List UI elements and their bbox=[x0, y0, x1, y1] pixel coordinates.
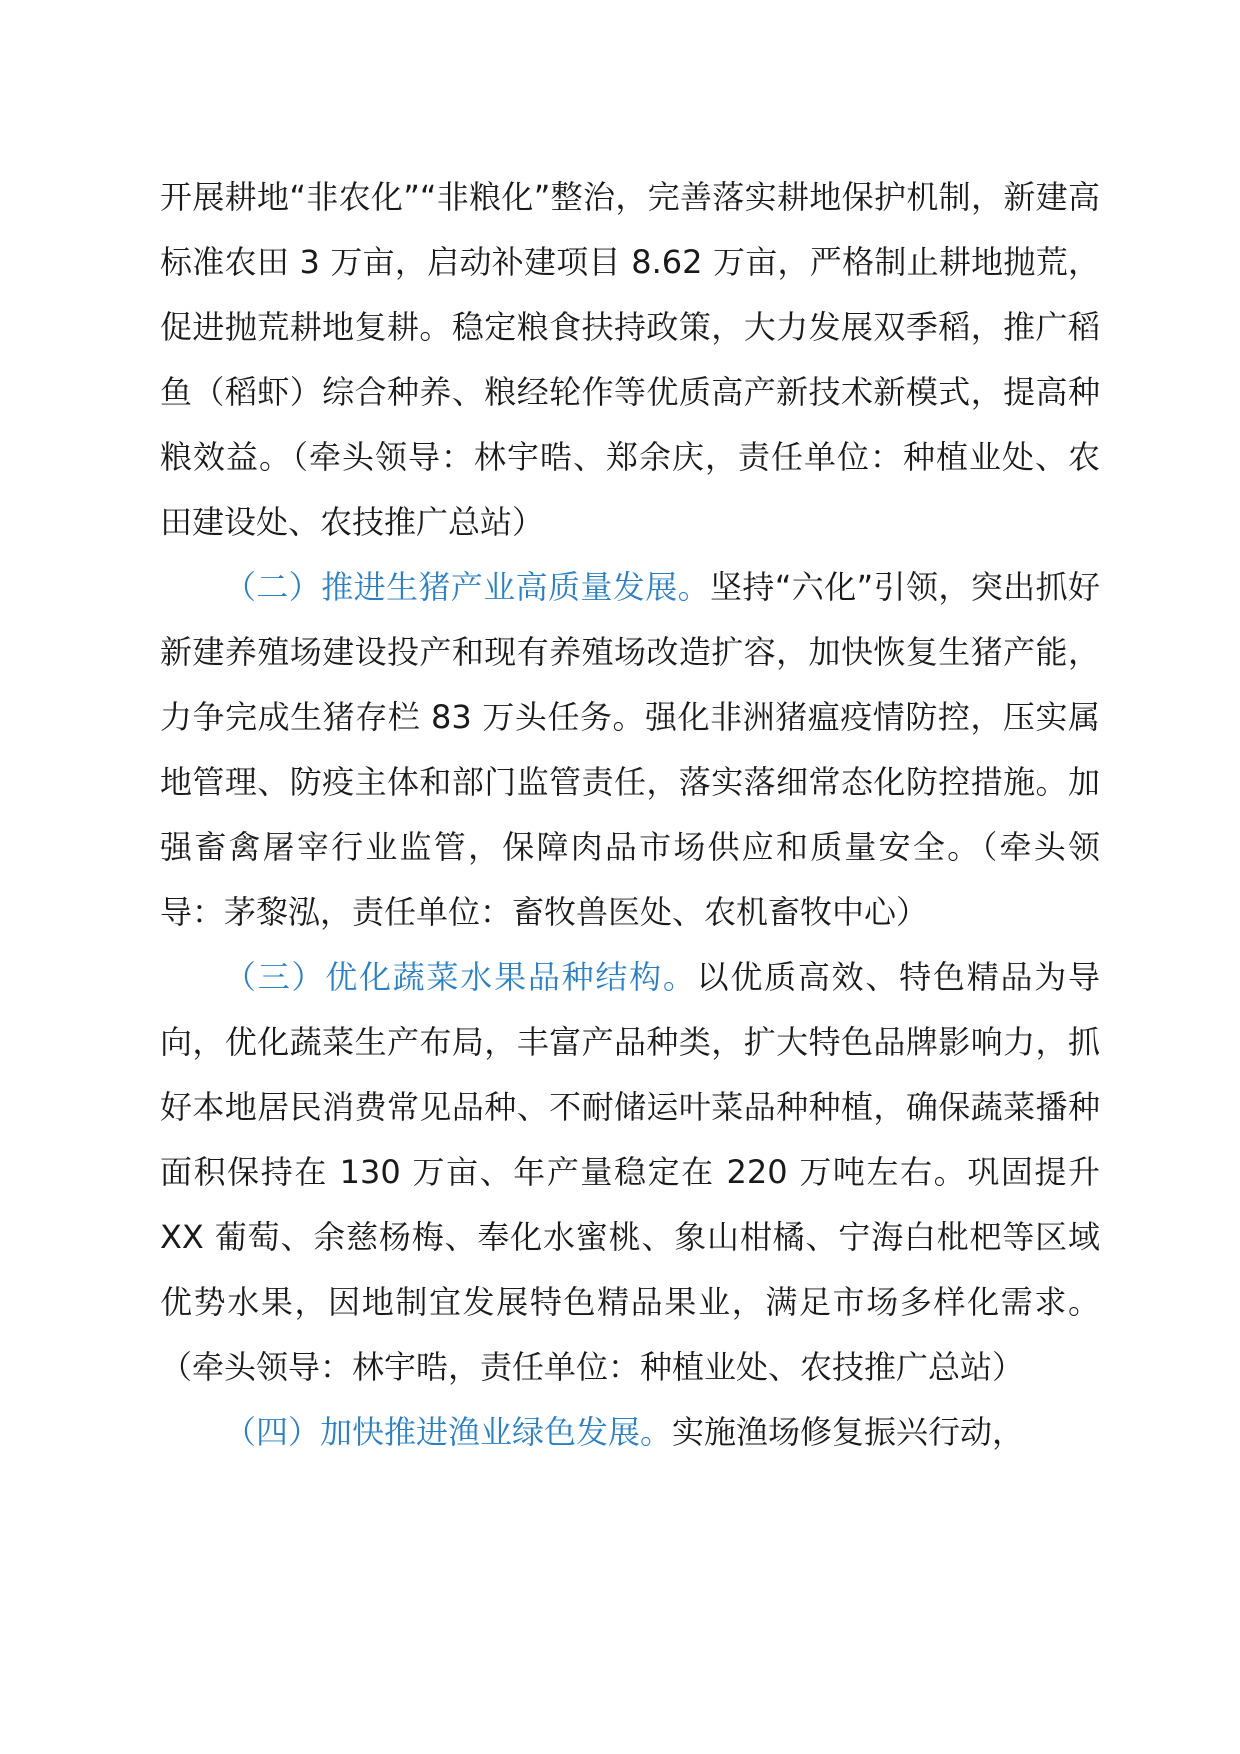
section-heading: （三）优化蔬菜水果品种结构。 bbox=[224, 958, 697, 996]
paragraph-body: 实施渔场修复振兴行动， bbox=[672, 1413, 1025, 1451]
paragraph-body: 以优质高效、特色精品为导向，优化蔬菜生产布局，丰富产品种类，扩大特色品牌影响力，抓好本地居民消费常见品种、不耐储运叶菜品种种植，确保蔬菜播种面积保持在 130 万亩、年产量稳定在 220 万吨左右。巩固提升 XX 葡萄、余慈杨梅、奉化水蜜桃、象山柑橘、宁海白枇杷等区域优势水果，因地制宜发展特色精品果业，满足市场多样化需求。（牵头领导：林宇晧，责任单位：种植业处、农技推广总站） bbox=[160, 958, 1100, 1386]
paragraph-body: 坚持“六化”引领，突出抓好新建养殖场建设投产和现有养殖场改造扩容，加快恢复生猪产能，力争完成生猪存栏 83 万头任务。强化非洲猪瘟疫情防控，压实属地管理、防疫主体和部门监管责任，落实落细常态化防控措施。加强畜禽屠宰行业监管，保障肉品市场供应和质量安全。（牵头领导：茅黎泓，责任单位：畜牧兽医处、农机畜牧中心） bbox=[160, 568, 1100, 931]
paragraph-body: 开展耕地“非农化”“非粮化”整治，完善落实耕地保护机制，新建高标准农田 3 万亩，启动补建项目 8.62 万亩，严格制止耕地抛荒，促进抛荒耕地复耕。稳定粮食扶持政策，大力发展双季稻，推广稻鱼（稻虾）综合种养、粮经轮作等优质高产新技术新模式，提高种粮效益。（牵头领导：林宇晧、郑余庆，责任单位：种植业处、农田建设处、农技推广总站） bbox=[160, 178, 1100, 541]
section-heading: （四）加快推进渔业绿色发展。 bbox=[224, 1413, 673, 1451]
paragraph-farmland bbox=[160, 165, 1100, 555]
section-heading: （二）推进生猪产业高质量发展。 bbox=[224, 568, 711, 606]
paragraph-vegetables-fruits bbox=[160, 945, 1100, 1400]
paragraph-fishery bbox=[160, 1400, 1100, 1465]
paragraph-pig-industry bbox=[160, 555, 1100, 945]
document-page bbox=[160, 165, 1100, 1465]
